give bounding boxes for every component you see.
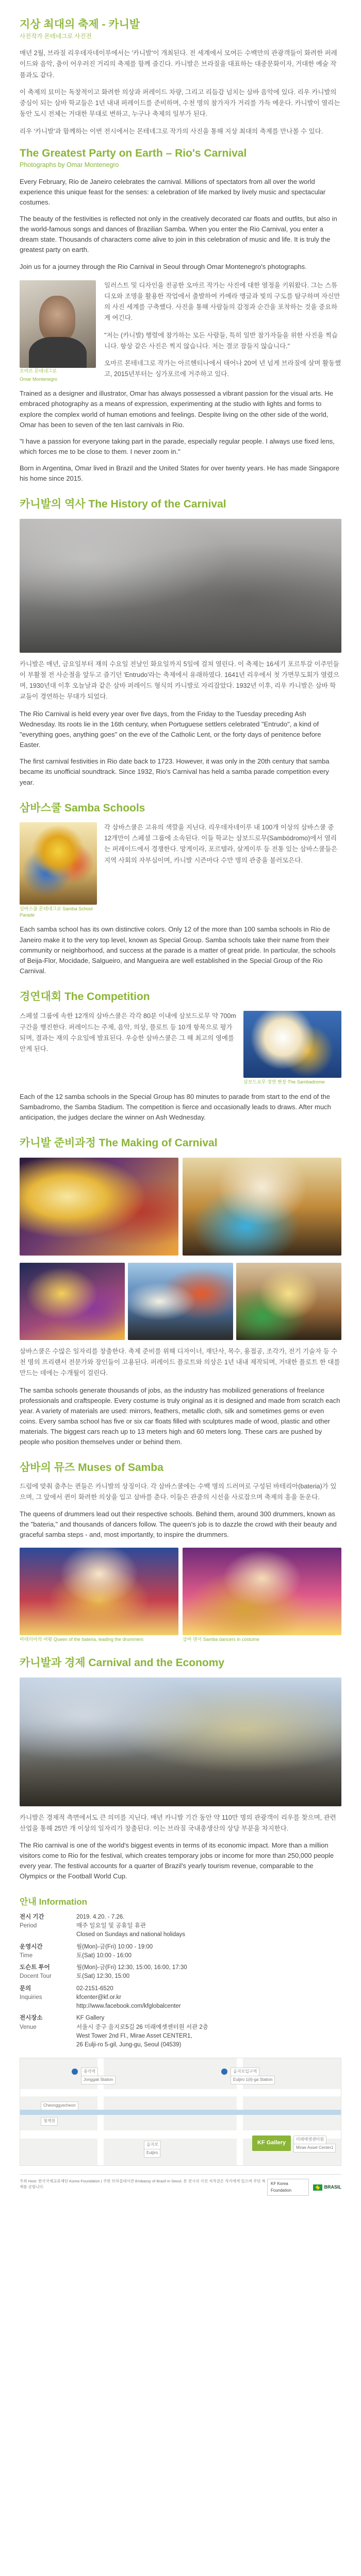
artist-bio-en-1: Trained as a designer and illustrator, Omar has always possessed a vibrant passion for the visual arts. He embraced photography as a means of expression, experimenting at the studio with lights and forms to explore the complex world of human emotions and feelings. Despite living on the other side of the world, Omar has been to seven of the ten last carnivals in Rio. [20,389,333,429]
venue-pin[interactable]: KF Gallery [252,2136,291,2150]
artist-portrait-photo [20,280,96,368]
samba-schools-title: 삼바스쿨 Samba Schools [20,802,145,814]
info-table [20,1913,341,2050]
making-photo-2 [183,1158,341,1256]
hero-section [20,18,341,272]
info-key-en: Period [20,1923,37,1929]
kf-logo: KF Korea Foundation [267,2179,309,2196]
history-text-en-2: The first carnival festivities in Rio date back to 1723. However, it was only in the 20th century that samba became its unofficial soundtrack. Since 1932, Rio's Carnival has held a samba parade competition every year. [20,757,330,786]
footer [20,2174,341,2196]
brazil-flag-icon [313,2184,322,2191]
subway-icon [221,2069,227,2075]
hero-intro-ko-3: 리우 '카니발'과 함께하는 이번 전시에서는 몬테네그로 작가의 사진을 통해 지상 최대의 축제를 만나볼 수 있다. [20,127,323,135]
hero-title-ko: 지상 최대의 축제 - 카니발 [20,19,140,30]
samba-schools-section [20,801,341,976]
info-key-ko: 전시 기간 [20,1913,44,1920]
muses-photo-2 [183,1548,341,1635]
map-label: 청계천 [41,2117,58,2125]
info-row-inquiries [20,1985,341,2011]
info-value-time: 월(Mon)-금(Fri) 10:00 - 19:00 토(Sat) 10:00 - 16:00 [76,1943,153,1959]
making-photo-4 [128,1263,233,1340]
info-key-ko: 도슨트 투어 [20,1964,50,1971]
info-key-en: Docent Tour [20,1973,52,1980]
history-text-ko: 카니발은 매년, 금요일부터 재의 수요일 전날인 화요일까지 5일에 걸쳐 열린다. 이 축제는 16세기 포르투갈 이주민들이 부활절 전 사순절을 앞두고 즐기던 'Entrudo'라는 축제에서 유래하였다. 1641년 리우에서 첫 가면무도회가 열렸으며, 1930년대 이후 오늘날과 같은 삼바 퍼레이드 형식의 카니발로 자리잡았다. 1932년 이후, 리우 카니발은 삼바 학교들이 경연하는 무대가 되었다. [20,660,340,701]
info-row-time [20,1943,341,1961]
making-text-en: The samba schools generate thousands of jobs, as the industry has mobilized generations of freelance professionals and craftspeople. Every costume is truly original as it is designed and made from scratch each year. A variety of materials are used: mirrors, feathers, metallic cloth, silk and sometimes gems or even coins. Every samba school has five or six car floats filled with sculptures made of wood, plastic and other materials. The biggest cars reach up to 13 meters high and 60 meters long. These cars are pushed by people who position themselves under or behind them. [20,1386,340,1446]
map-label: Mirae Asset Center1 [293,2144,336,2152]
info-row-venue [20,2014,341,2049]
info-row-period [20,1913,341,1940]
economy-section [20,1656,341,1882]
history-photo [20,519,341,653]
economy-photo [20,1677,341,1806]
muses-caption-2: 삼바 댄서 Samba dancers in costume [183,1636,259,1642]
muses-title: 삼바의 뮤즈 Muses of Samba [20,1462,163,1474]
muses-text-ko: 드럼에 맞춰 춤추는 퀸들은 카니발의 상징이다. 각 삼바스쿨에는 수백 명의 드러머로 구성된 바테리아(bateria)가 있으며, 그 앞에서 퀸이 화려한 의상을 입고 삼바를 춘다. 이들은 관중의 시선을 사로잡으며 축제의 흥을 돋운다. [20,1482,337,1501]
economy-text-en: The Rio carnival is one of the world's biggest events in terms of its economic impact. More than a million visitors come to Rio for the festival, which creates temporary jobs or income for more than 250,000 people every year. The festival accounts for a quarter of Brazil's yearly tourism revenue, comparable to the Olympics or the Football World Cup. [20,1841,334,1880]
making-text-ko: 삼바스쿨은 수많은 일자리를 창출한다. 축제 준비를 위해 디자이너, 재단사, 목수, 용접공, 조각가, 전기 기술자 등 수천 명의 프리랜서 전문가와 장인들이 고용된다. 퍼레이드 플로트와 의상은 1년 내내 제작되며, 거대한 플로트 한 대를 만드는 데에는 수개월이 걸린다. [20,1347,340,1377]
map-label: 종각역 [81,2067,98,2076]
muses-caption-1: 바테리아의 여왕 Queen of the bateria, leading the drummers [20,1636,143,1642]
info-value-inquiries[interactable]: 02-2151-6520 kfcenter@kf.or.kr http://www.facebook.com/kfglobalcenter [76,1985,181,2010]
samba-school-photo [20,822,97,905]
map-stream [20,2110,341,2115]
info-key-ko: 문의 [20,1985,31,1992]
competition-text-ko: 스페셜 그룹에 속한 12개의 삼바스쿨은 각각 80분 이내에 삼보드로무 약 700m 구간을 행진한다. 퍼레이드는 주제, 음악, 의상, 플로트 등 10개 항목으로 평가되며, 결과는 재의 수요일에 발표된다. 우승한 삼바스쿨은 그 해 최고의 영예를 안게 된다. [20,1012,236,1053]
competition-caption: 삼보드로무 경연 현장 The Sambadrome [243,1079,325,1085]
artist-caption-en: Omar Montenegro [20,376,58,382]
map-label: Jonggak Station [81,2076,116,2084]
map-label: 을지로 [144,2141,161,2149]
info-key-en: Venue [20,2024,37,2030]
making-photo-1 [20,1158,178,1256]
competition-photo [243,1011,341,1078]
hero-intro-ko-1: 매년 2월, 브라질 리우데자네이루에서는 '카니발'이 개최된다. 전 세계에서 모여든 수백만의 관광객들이 화려한 퍼레이드와 음악, 춤이 어우러진 거리의 축제를 함께 즐긴다. 카니발은 브라질을 대표하는 대중문화이자, 거대한 예술 작품과도 같다. [20,49,337,79]
artist-bio-en-2: "I have a passion for everyone taking part in the parade, especially regular people. I always use fixed lens, which forces me to be close to them. I never zoom in." [20,437,335,455]
muses-text-en: The queens of drummers lead out their respective schools. Behind them, around 300 drummers, known as the "bateria," and thousands of dancers follow. The queen's job is to dazzle the crowd with their beauty and graceful samba steps - and, most importantly, to inspire the drummers. [20,1510,337,1539]
artist-bio-ko-1: 일러스트 및 디자인을 전공한 오마르 작가는 사진에 대한 열정을 키워왔다. 그는 스튜디오와 조명을 활용한 작업에서 출발하여 카메라 앵글과 빛의 구도를 탐구하며 자신만의 사진 세계를 구축했다. 사진을 통해 사람들의 감정과 순간을 포착하는 것을 중요하게 여긴다. [104,281,340,322]
info-key-en: Time [20,1952,33,1959]
artist-bio-ko-2: "저는 (카니발) 행렬에 참가하는 모든 사람들, 특히 일반 참가자들을 위한 사진을 찍습니다. 항상 같은 사진은 찍지 않습니다. 저는 결코 잠들지 않습니다." [104,331,338,350]
map-label: 을지로입구역 [231,2067,259,2076]
info-key-en: Inquiries [20,1994,42,2001]
muses-section [20,1461,341,1642]
samba-school-caption: 삼바스쿨 몬테네그로 Samba School Parade [20,906,93,918]
competition-title: 경연대회 The Competition [20,991,150,1003]
hero-subtitle-ko: 사진작가 몬테네그로 사진전 [20,33,92,40]
info-title: 안내 Information [20,1896,88,1907]
hero-intro-en-1: Every February, Rio de Janeiro celebrates the carnival. Millions of spectators from all over the world experience this unique feast for the senses: a celebration of life marked by lively music and spectacular costumes. [20,177,326,206]
info-value-docent: 월(Mon)-금(Fri) 12:30, 15:00, 16:00, 17:30 토(Sat) 12:30, 15:00 [76,1964,187,1980]
brasil-logo [313,2184,342,2191]
map-road [20,2089,341,2096]
history-section [20,497,341,787]
making-photo-5 [236,1263,341,1340]
samba-schools-text-en: Each samba school has its own distinctive colors. Only 12 of the more than 100 samba schools in Rio de Janeiro make it to the very top level, known as Special Group. Samba schools take their name from their community or neighborhood, and success at the parade is a matter of great pride. In particular, the schools of Beija-Flor, Mocidade, Salgueiro, and Mangueira are well established in the Special Group of the Rio Carnival. [20,925,336,975]
economy-text-ko: 카니발은 경제적 측면에서도 큰 의미를 지닌다. 매년 카니발 기간 동안 약 110만 명의 관광객이 리우를 찾으며, 관련 산업을 통해 25만 개 이상의 일자리가 창출된다. 이는 브라질 국내총생산의 상당 부분을 차지한다. [20,1814,336,1832]
info-key-ko: 운영시간 [20,1943,43,1950]
samba-schools-text-ko: 각 삼바스쿨은 고유의 색깔을 지닌다. 리우데자네이루 내 100개 이상의 삼바스쿨 중 12개만이 스페셜 그룹에 소속된다. 이들 학교는 삼보드로무(Sambódromo)에서 열리는 퍼레이드에서 경쟁한다. 망게이라, 포르텔라, 살게이루 등 전통 있는 삼바스쿨들은 지역 사회의 자부심이며, 카니발 시즌마다 수만 명의 관중을 불러모은다. [104,823,338,864]
artist-bio-en-3: Born in Argentina, Omar lived in Brazil and the United States for over twenty years. He has made Singapore his home since 2015. [20,464,339,483]
competition-section [20,990,341,1123]
artist-section [20,280,341,383]
competition-text-en: Each of the 12 samba schools in the Special Group has 80 minutes to parade from start to the end of the Sambadromo, the Samba Stadium. The competition is fierce and occasionally leads to draws. After much anticipation, the judges declare the winner on Ash Wednesday. [20,1093,331,1122]
info-value-venue: KF Gallery 서울시 중구 을지로5길 26 미래에셋센터원 서관 2층 West Tower 2nd Fl., Mirae Asset CENTER1, 26 Eulji-ro 5-gil, Jung-gu, Seoul (04539) [76,2015,208,2048]
making-photo-3 [20,1263,125,1340]
hero-intro-en-2: The beauty of the festivities is reflected not only in the creatively decorated car floats and outfits, but also in the world-famous songs and dances of Brazilian Samba. When you enter the Rio Carnival, you enter a dream state. Thousands of characters come alive to join in this celebration of music and life. It is truly the greatest party on earth. [20,214,337,254]
artist-bio-ko-3: 오마르 몬테네그로 작가는 아르헨티나에서 태어나 20여 년 넘게 브라질에 살며 활동했고, 2015년부터는 싱가포르에 거주하고 있다. [104,360,341,378]
footer-text: 주최 Host: 한국국제교류재단 Korea Foundation | 주한 브라질대사관 Embassy of Brazil in Seoul. 본 전시의 사진 저작권은 작가에게 있으며 무단 복제를 금합니다. [20,2179,266,2189]
economy-title: 카니발과 경제 Carnival and the Economy [20,1657,225,1669]
brasil-logo-text: BRASIL [324,2184,341,2190]
hero-intro-ko-2: 이 축제의 묘미는 독창적이고 화려한 의상과 퍼레이드 차량, 그리고 리듬감 넘치는 삼바 음악에 있다. 리우 카니발의 중심이 되는 삼바 학교들은 1년 내내 퍼레이드를 준비하며, 수천 명의 참가자가 거리를 가득 메운다. 카니발이 열리는 동안 도시 전체는 거대한 무대로 변하고, 누구나 축제의 일부가 된다. [20,88,340,118]
info-key-ko: 전시장소 [20,2015,43,2022]
hero-title-en: The Greatest Party on Earth – Rio's Carnival [20,147,247,159]
hero-intro-en-3: Join us for a journey through the Rio Carnival in Seoul through Omar Montenegro's photographs. [20,262,307,270]
hero-subtitle-en: Photographs by Omar Montenegro [20,161,119,169]
making-title: 카니발 준비과정 The Making of Carnival [20,1137,218,1149]
history-title: 카니발의 역사 The History of the Carnival [20,498,226,511]
info-section [20,1895,341,2050]
map-label: Euljiro 1(il)-ga Station [231,2076,275,2084]
location-map[interactable] [20,2058,341,2166]
info-row-docent [20,1963,341,1981]
artist-caption-ko: 오마르 몬테네그로 [20,368,57,374]
making-section [20,1136,341,1447]
info-value-period: 2019. 4.20. - 7.26. 매주 일요일 및 공휴일 휴관 Closed on Sundays and national holidays [76,1913,185,1938]
history-text-en-1: The Rio Carnival is held every year over five days, from the Friday to the Tuesday preceding Ash Wednesday. Its roots lie in the 16th century, when Portuguese settlers celebrated "Entrudo", a kind of "everything goes, anything goes" on the eve of the Catholic Lent, or the forty days of penitence before Easter. [20,709,321,749]
map-label: Euljiro [144,2149,160,2157]
map-label: 미래에셋센터원 [293,2136,326,2144]
map-label: Cheonggyecheon [41,2102,78,2110]
subway-icon [72,2069,78,2075]
muses-photo-1 [20,1548,178,1635]
